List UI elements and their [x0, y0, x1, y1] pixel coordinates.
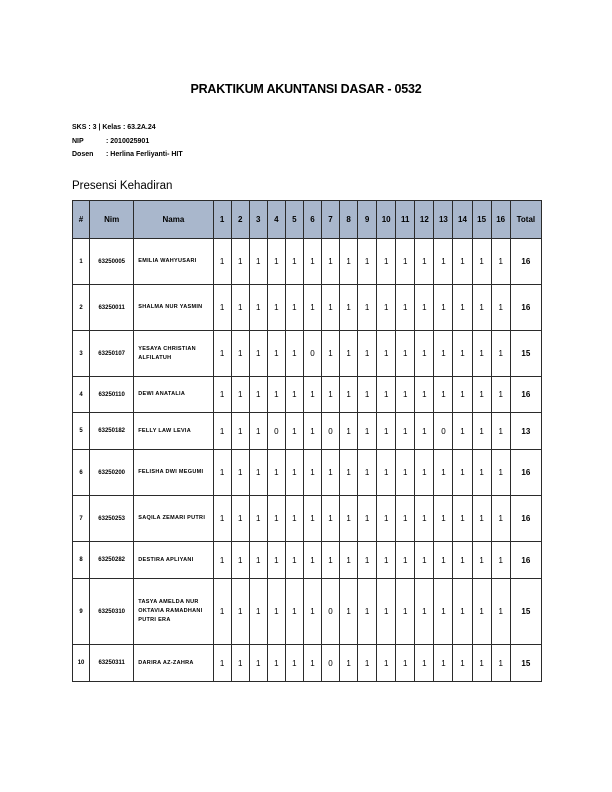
attendance-mark: 1 [285, 579, 303, 645]
attendance-mark: 1 [396, 285, 415, 331]
table-row [73, 377, 542, 413]
nip-row [72, 135, 183, 149]
attendance-mark: 1 [491, 579, 510, 645]
table-row [73, 542, 542, 579]
attendance-mark: 1 [285, 450, 303, 496]
attendance-mark: 1 [231, 239, 249, 285]
attendance-mark: 1 [231, 645, 249, 682]
attendance-mark: 1 [285, 542, 303, 579]
attendance-mark: 1 [377, 450, 396, 496]
table-row [73, 450, 542, 496]
attendance-mark: 1 [472, 496, 491, 542]
attendance-mark: 1 [249, 542, 267, 579]
attendance-mark: 1 [267, 496, 285, 542]
attendance-mark: 1 [491, 377, 510, 413]
attendance-mark: 1 [285, 645, 303, 682]
attendance-mark: 1 [321, 285, 339, 331]
document-title: PRAKTIKUM AKUNTANSI DASAR - 0532 [190, 82, 422, 96]
attendance-mark: 1 [453, 285, 472, 331]
attendance-mark: 1 [396, 413, 415, 450]
attendance-mark: 1 [303, 239, 321, 285]
student-nim: 63250107 [90, 331, 134, 377]
attendance-mark: 1 [249, 645, 267, 682]
attendance-table [72, 200, 542, 682]
attendance-mark: 1 [453, 331, 472, 377]
column-header: 12 [415, 201, 434, 239]
attendance-mark: 1 [472, 239, 491, 285]
attendance-mark: 1 [213, 285, 231, 331]
column-header: 4 [267, 201, 285, 239]
attendance-mark: 1 [285, 413, 303, 450]
table-row [73, 239, 542, 285]
attendance-mark: 1 [340, 542, 358, 579]
attendance-mark: 1 [377, 377, 396, 413]
student-nim: 63250011 [90, 285, 134, 331]
attendance-mark: 1 [213, 450, 231, 496]
attendance-mark: 1 [213, 645, 231, 682]
row-number: 8 [73, 542, 90, 579]
attendance-mark: 1 [340, 239, 358, 285]
attendance-mark: 1 [453, 496, 472, 542]
attendance-mark: 1 [415, 331, 434, 377]
attendance-mark: 1 [213, 413, 231, 450]
student-name: FELISHA DWI MEGUMI [134, 450, 213, 496]
table-row [73, 496, 542, 542]
attendance-mark: 1 [491, 645, 510, 682]
column-header: 1 [213, 201, 231, 239]
column-header: 8 [340, 201, 358, 239]
student-name: YESAYA CHRISTIAN ALFILATUH [134, 331, 213, 377]
attendance-mark: 1 [321, 496, 339, 542]
student-nim: 63250005 [90, 239, 134, 285]
column-header: Nim [90, 201, 134, 239]
attendance-mark: 1 [340, 285, 358, 331]
nip-value: : 2010025901 [106, 137, 150, 145]
attendance-mark: 1 [434, 377, 453, 413]
attendance-mark: 1 [249, 285, 267, 331]
attendance-mark: 1 [377, 285, 396, 331]
attendance-mark: 1 [303, 413, 321, 450]
attendance-mark: 1 [213, 239, 231, 285]
row-number: 10 [73, 645, 90, 682]
attendance-mark: 1 [340, 645, 358, 682]
attendance-mark: 0 [434, 413, 453, 450]
attendance-mark: 1 [303, 496, 321, 542]
dosen-value: : Herlina Ferliyanti- HIT [106, 151, 183, 158]
student-name: EMILIA WAHYUSARI [134, 239, 213, 285]
student-name: FELLY LAW LEVIA [134, 413, 213, 450]
attendance-mark: 1 [285, 496, 303, 542]
attendance-total: 16 [510, 285, 541, 331]
dosen-label: Dosen [72, 151, 94, 158]
attendance-mark: 1 [340, 331, 358, 377]
row-number: 6 [73, 450, 90, 496]
attendance-total: 16 [510, 496, 541, 542]
attendance-mark: 1 [358, 450, 377, 496]
student-nim: 63250200 [90, 450, 134, 496]
attendance-mark: 1 [267, 450, 285, 496]
row-number: 2 [73, 285, 90, 331]
attendance-mark: 1 [377, 645, 396, 682]
attendance-mark: 1 [249, 579, 267, 645]
row-number: 4 [73, 377, 90, 413]
attendance-mark: 1 [267, 239, 285, 285]
attendance-mark: 1 [303, 645, 321, 682]
attendance-mark: 1 [267, 377, 285, 413]
attendance-mark: 1 [434, 496, 453, 542]
attendance-mark: 1 [472, 450, 491, 496]
attendance-mark: 1 [472, 285, 491, 331]
attendance-mark: 1 [415, 285, 434, 331]
student-name: DEWI ANATALIA [134, 377, 213, 413]
attendance-mark: 1 [231, 331, 249, 377]
table-row [73, 331, 542, 377]
attendance-mark: 1 [321, 331, 339, 377]
attendance-mark: 1 [396, 331, 415, 377]
attendance-mark: 1 [340, 377, 358, 413]
attendance-mark: 1 [491, 285, 510, 331]
row-number: 3 [73, 331, 90, 377]
attendance-total: 15 [510, 645, 541, 682]
student-name: DESTIRA APLIYANI [134, 542, 213, 579]
dosen-row [72, 148, 183, 162]
attendance-mark: 1 [415, 239, 434, 285]
course-meta [72, 121, 183, 162]
attendance-mark: 1 [472, 331, 491, 377]
attendance-mark: 1 [213, 377, 231, 413]
column-header: 16 [491, 201, 510, 239]
attendance-mark: 1 [358, 579, 377, 645]
column-header: 6 [303, 201, 321, 239]
attendance-total: 13 [510, 413, 541, 450]
attendance-mark: 1 [303, 542, 321, 579]
table-row [73, 285, 542, 331]
column-header: 9 [358, 201, 377, 239]
attendance-mark: 1 [472, 645, 491, 682]
attendance-mark: 1 [340, 450, 358, 496]
table-row [73, 579, 542, 645]
attendance-mark: 1 [321, 239, 339, 285]
attendance-mark: 1 [453, 413, 472, 450]
attendance-mark: 1 [434, 239, 453, 285]
row-number: 5 [73, 413, 90, 450]
attendance-mark: 1 [434, 542, 453, 579]
attendance-mark: 1 [491, 331, 510, 377]
attendance-mark: 1 [249, 377, 267, 413]
attendance-mark: 1 [415, 579, 434, 645]
attendance-mark: 1 [303, 450, 321, 496]
student-name: SAQILA ZEMARI PUTRI [134, 496, 213, 542]
attendance-mark: 1 [285, 285, 303, 331]
student-nim: 63250310 [90, 579, 134, 645]
attendance-mark: 1 [491, 450, 510, 496]
attendance-mark: 1 [434, 331, 453, 377]
attendance-mark: 1 [213, 579, 231, 645]
attendance-mark: 1 [453, 239, 472, 285]
column-header: 5 [285, 201, 303, 239]
attendance-mark: 1 [267, 285, 285, 331]
attendance-mark: 0 [303, 331, 321, 377]
student-nim: 63250182 [90, 413, 134, 450]
attendance-mark: 1 [340, 496, 358, 542]
attendance-mark: 1 [415, 496, 434, 542]
attendance-total: 16 [510, 542, 541, 579]
attendance-mark: 1 [358, 331, 377, 377]
nip-label: NIP [72, 137, 84, 145]
attendance-mark: 1 [340, 413, 358, 450]
attendance-mark: 1 [303, 285, 321, 331]
column-header: 14 [453, 201, 472, 239]
attendance-mark: 0 [321, 645, 339, 682]
attendance-mark: 1 [415, 413, 434, 450]
student-name: TASYA AMELDA NUR OKTAVIA RAMADHANI PUTRI ERA [134, 579, 213, 645]
attendance-mark: 1 [434, 450, 453, 496]
attendance-mark: 1 [249, 239, 267, 285]
column-header: 15 [472, 201, 491, 239]
attendance-mark: 1 [434, 645, 453, 682]
attendance-mark: 1 [213, 496, 231, 542]
attendance-mark: 1 [285, 331, 303, 377]
attendance-mark: 1 [472, 377, 491, 413]
attendance-mark: 1 [285, 377, 303, 413]
attendance-mark: 1 [491, 413, 510, 450]
attendance-total: 16 [510, 377, 541, 413]
attendance-mark: 1 [321, 450, 339, 496]
section-title: Presensi Kehadiran [72, 180, 173, 192]
column-header: Nama [134, 201, 213, 239]
attendance-mark: 1 [396, 645, 415, 682]
attendance-mark: 1 [249, 413, 267, 450]
attendance-mark: 1 [249, 450, 267, 496]
attendance-mark: 1 [453, 542, 472, 579]
attendance-mark: 1 [415, 645, 434, 682]
attendance-mark: 1 [453, 579, 472, 645]
attendance-mark: 0 [321, 579, 339, 645]
attendance-mark: 1 [358, 496, 377, 542]
attendance-mark: 1 [434, 285, 453, 331]
attendance-mark: 1 [396, 377, 415, 413]
student-nim: 63250110 [90, 377, 134, 413]
column-header: Total [510, 201, 541, 239]
attendance-mark: 1 [249, 331, 267, 377]
attendance-total: 16 [510, 450, 541, 496]
attendance-mark: 1 [267, 579, 285, 645]
attendance-mark: 1 [267, 645, 285, 682]
attendance-mark: 1 [472, 579, 491, 645]
attendance-mark: 1 [303, 579, 321, 645]
attendance-mark: 1 [377, 496, 396, 542]
attendance-mark: 1 [415, 542, 434, 579]
attendance-mark: 1 [377, 579, 396, 645]
attendance-mark: 1 [213, 331, 231, 377]
attendance-mark: 1 [321, 377, 339, 413]
sks-kelas: SKS : 3 | Kelas : 63.2A.24 [72, 124, 156, 131]
attendance-mark: 1 [285, 239, 303, 285]
attendance-mark: 1 [491, 542, 510, 579]
attendance-total: 16 [510, 239, 541, 285]
attendance-mark: 1 [396, 239, 415, 285]
attendance-mark: 1 [472, 542, 491, 579]
attendance-mark: 1 [377, 542, 396, 579]
attendance-mark: 1 [321, 542, 339, 579]
attendance-mark: 1 [358, 413, 377, 450]
attendance-mark: 1 [491, 496, 510, 542]
attendance-mark: 1 [358, 645, 377, 682]
attendance-mark: 1 [396, 496, 415, 542]
attendance-mark: 1 [396, 450, 415, 496]
column-header: 7 [321, 201, 339, 239]
row-number: 1 [73, 239, 90, 285]
attendance-mark: 1 [231, 579, 249, 645]
attendance-mark: 1 [231, 496, 249, 542]
attendance-total: 15 [510, 579, 541, 645]
attendance-mark: 1 [358, 239, 377, 285]
attendance-total: 15 [510, 331, 541, 377]
attendance-mark: 1 [231, 285, 249, 331]
attendance-mark: 1 [249, 496, 267, 542]
attendance-mark: 1 [358, 377, 377, 413]
attendance-mark: 0 [321, 413, 339, 450]
attendance-mark: 1 [267, 331, 285, 377]
attendance-mark: 1 [231, 450, 249, 496]
attendance-mark: 1 [453, 450, 472, 496]
attendance-mark: 1 [377, 331, 396, 377]
attendance-mark: 1 [472, 413, 491, 450]
attendance-mark: 1 [491, 239, 510, 285]
attendance-mark: 1 [358, 542, 377, 579]
table-body [73, 239, 542, 682]
attendance-mark: 1 [303, 377, 321, 413]
student-nim: 63250311 [90, 645, 134, 682]
attendance-mark: 1 [340, 579, 358, 645]
attendance-mark: 1 [453, 377, 472, 413]
attendance-mark: 1 [415, 377, 434, 413]
row-number: 7 [73, 496, 90, 542]
student-nim: 63250253 [90, 496, 134, 542]
attendance-mark: 1 [231, 377, 249, 413]
attendance-mark: 1 [377, 413, 396, 450]
column-header: # [73, 201, 90, 239]
column-header: 3 [249, 201, 267, 239]
column-header: 13 [434, 201, 453, 239]
attendance-mark: 1 [415, 450, 434, 496]
attendance-mark: 1 [213, 542, 231, 579]
header-row [73, 201, 542, 239]
table-row [73, 413, 542, 450]
column-header: 10 [377, 201, 396, 239]
row-number: 9 [73, 579, 90, 645]
student-name: SHALMA NUR YASMIN [134, 285, 213, 331]
attendance-mark: 1 [231, 413, 249, 450]
attendance-mark: 1 [396, 542, 415, 579]
column-header: 11 [396, 201, 415, 239]
table-row [73, 645, 542, 682]
attendance-mark: 0 [267, 413, 285, 450]
student-nim: 63250282 [90, 542, 134, 579]
attendance-mark: 1 [267, 542, 285, 579]
attendance-mark: 1 [231, 542, 249, 579]
attendance-mark: 1 [453, 645, 472, 682]
student-name: DARIRA AZ-ZAHRA [134, 645, 213, 682]
attendance-mark: 1 [434, 579, 453, 645]
attendance-mark: 1 [377, 239, 396, 285]
attendance-mark: 1 [358, 285, 377, 331]
attendance-mark: 1 [396, 579, 415, 645]
column-header: 2 [231, 201, 249, 239]
